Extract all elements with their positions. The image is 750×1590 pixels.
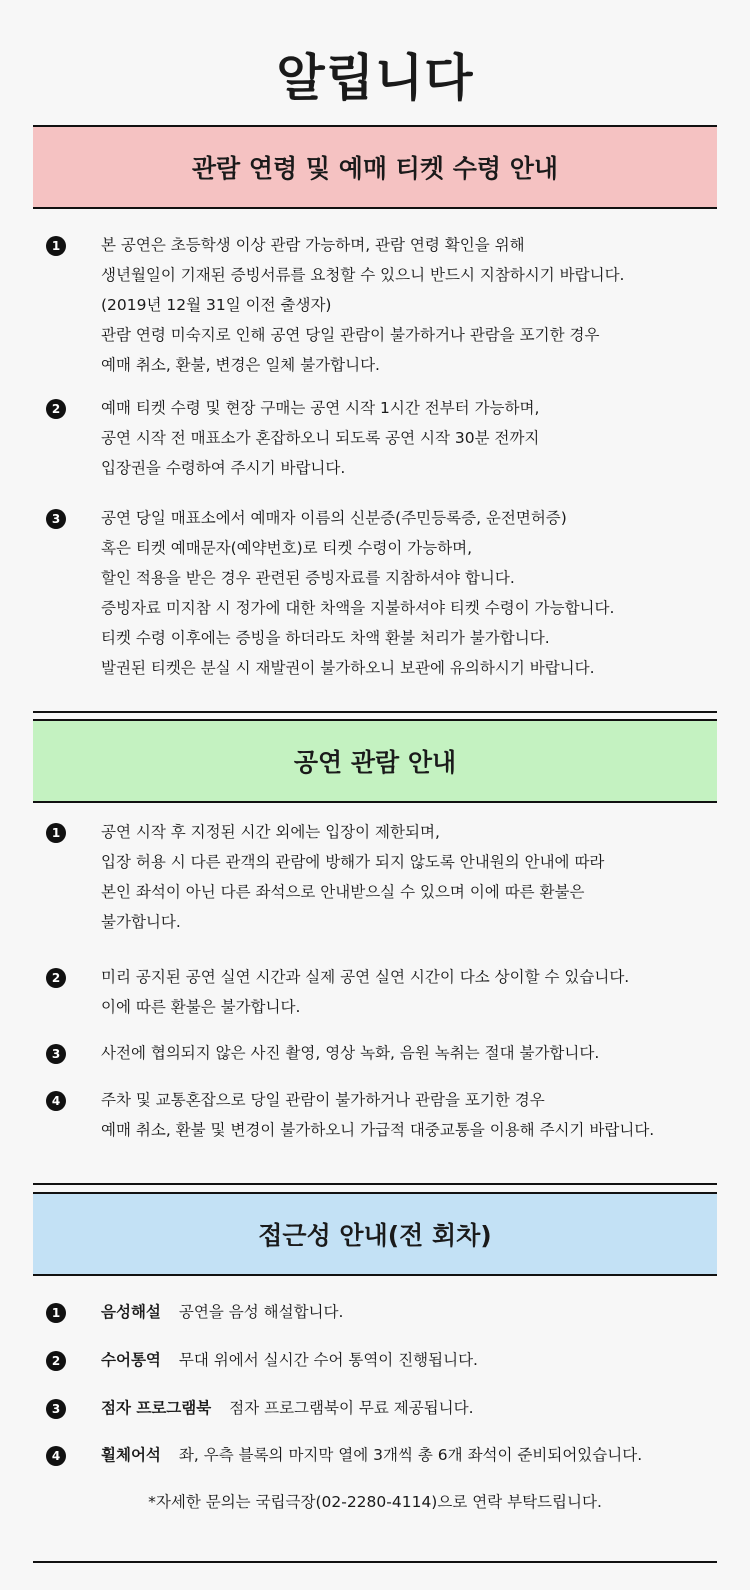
item-line: 관람 연령 미숙지로 인해 공연 당일 관람이 불가하거나 관람을 포기한 경우	[101, 326, 600, 344]
accessibility-label: 음성해설	[101, 1303, 161, 1321]
number-badge: 2	[46, 1351, 66, 1371]
accessibility-label: 수어통역	[101, 1351, 161, 1369]
item-line: 본인 좌석이 아닌 다른 좌석으로 안내받으실 수 있으며 이에 따른 환불은	[101, 883, 585, 901]
item-line: 입장권을 수령하여 주시기 바랍니다.	[101, 459, 346, 477]
item-line: 예매 취소, 환불, 변경은 일체 불가합니다.	[101, 356, 380, 374]
item-line: 사전에 협의되지 않은 사진 촬영, 영상 녹화, 음원 녹취는 절대 불가합니다.	[101, 1044, 600, 1062]
number-badge: 1	[46, 823, 66, 843]
divider	[33, 1183, 717, 1185]
number-badge: 2	[46, 399, 66, 419]
accessibility-text: 점자 프로그램북이 무료 제공됩니다.	[229, 1399, 474, 1417]
divider	[33, 1561, 717, 1563]
item-line: 이에 따른 환불은 불가합니다.	[101, 998, 301, 1016]
item-line: 공연 시작 전 매표소가 혼잡하오니 되도록 공연 시작 30분 전까지	[101, 429, 540, 447]
number-badge: 4	[46, 1446, 66, 1466]
item-line: 공연 당일 매표소에서 예매자 이름의 신분증(주민등록증, 운전면허증)	[101, 509, 567, 527]
item-line: (2019년 12월 31일 이전 출생자)	[101, 296, 332, 314]
number-badge: 3	[46, 509, 66, 529]
section-heading-age-ticket: 관람 연령 및 예매 티켓 수령 안내	[33, 125, 717, 209]
number-badge: 4	[46, 1091, 66, 1111]
item-line: 티켓 수령 이후에는 증빙을 하더라도 차액 환불 처리가 불가합니다.	[101, 629, 550, 647]
number-badge: 1	[46, 236, 66, 256]
item-line: 미리 공지된 공연 실연 시간과 실제 공연 실연 시간이 다소 상이할 수 있습니다.	[101, 968, 630, 986]
item-line: 공연 시작 후 지정된 시간 외에는 입장이 제한되며,	[101, 823, 440, 841]
item-line: 불가합니다.	[101, 913, 181, 931]
number-badge: 3	[46, 1399, 66, 1419]
section-heading-accessibility: 접근성 안내(전 회차)	[33, 1192, 717, 1276]
item-line: 예매 티켓 수령 및 현장 구매는 공연 시작 1시간 전부터 가능하며,	[101, 399, 540, 417]
number-badge: 1	[46, 1303, 66, 1323]
divider	[33, 711, 717, 713]
section-heading-viewing: 공연 관람 안내	[33, 719, 717, 803]
item-line: 증빙자료 미지참 시 정가에 대한 차액을 지불하셔야 티켓 수령이 가능합니다.	[101, 599, 615, 617]
contact-footnote: *자세한 문의는 국립극장(02-2280-4114)으로 연락 부탁드립니다.	[148, 1493, 602, 1511]
item-line: 주차 및 교통혼잡으로 당일 관람이 불가하거나 관람을 포기한 경우	[101, 1091, 545, 1109]
item-line: 할인 적용을 받은 경우 관련된 증빙자료를 지참하셔야 합니다.	[101, 569, 515, 587]
number-badge: 3	[46, 1044, 66, 1064]
accessibility-label: 점자 프로그램북	[101, 1399, 212, 1417]
item-line: 예매 취소, 환불 및 변경이 불가하오니 가급적 대중교통을 이용해 주시기 바랍니다.	[101, 1121, 655, 1139]
accessibility-label: 휠체어석	[101, 1446, 161, 1464]
accessibility-text: 공연을 음성 해설합니다.	[178, 1303, 344, 1321]
accessibility-text: 무대 위에서 실시간 수어 통역이 진행됩니다.	[178, 1351, 478, 1369]
item-line: 혹은 티켓 예매문자(예약번호)로 티켓 수령이 가능하며,	[101, 539, 473, 557]
number-badge: 2	[46, 968, 66, 988]
page-title: 알립니다	[276, 49, 474, 107]
item-line: 생년월일이 기재된 증빙서류를 요청할 수 있으니 반드시 지참하시기 바랍니다.	[101, 266, 625, 284]
item-line: 입장 허용 시 다른 관객의 관람에 방해가 되지 않도록 안내원의 안내에 따라	[101, 853, 605, 871]
accessibility-text: 좌, 우측 블록의 마지막 열에 3개씩 총 6개 좌석이 준비되어있습니다.	[178, 1446, 643, 1464]
item-line: 본 공연은 초등학생 이상 관람 가능하며, 관람 연령 확인을 위해	[101, 236, 525, 254]
item-line: 발권된 티켓은 분실 시 재발권이 불가하오니 보관에 유의하시기 바랍니다.	[101, 659, 595, 677]
